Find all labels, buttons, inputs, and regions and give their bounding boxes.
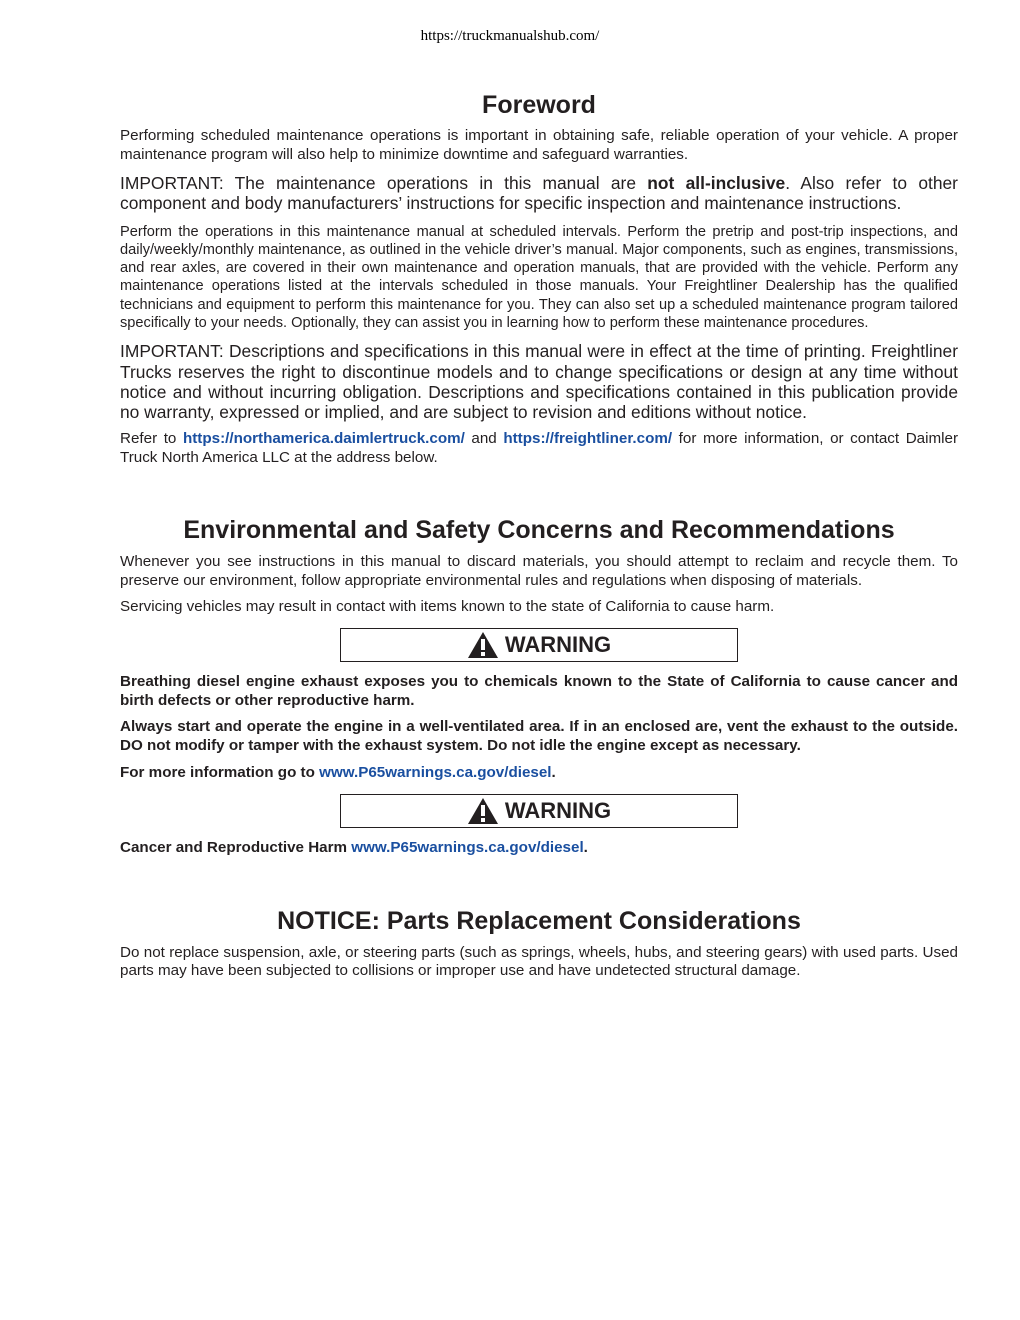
foreword-p5-and: and bbox=[464, 430, 504, 448]
freightliner-link[interactable]: https://freightliner.com/ bbox=[503, 430, 673, 448]
foreword-p2-text-end: . Also refer to other component and body manufacturers’ instructions for specific inspection and maintenance instructions. bbox=[120, 173, 958, 214]
warning-2-p1-end: . bbox=[583, 839, 588, 857]
page-url-header: https://truckmanualshub.com/ bbox=[420, 28, 600, 44]
warning-label-1: WARNING bbox=[504, 632, 612, 658]
foreword-p2-text: IMPORTANT: The maintenance operations in this manual are bbox=[120, 173, 648, 194]
warning-2-paragraph-1 bbox=[120, 839, 958, 858]
warning-2-p1-text: Cancer and Reproductive Harm bbox=[120, 839, 352, 857]
notice-title: NOTICE: Parts Replacement Considerations bbox=[277, 906, 801, 935]
p65-warnings-link-1[interactable]: www.P65warnings.ca.gov/diesel bbox=[319, 763, 552, 781]
foreword-paragraph-4: IMPORTANT: Descriptions and specifications in this manual were in effect at the time of printing. Freightliner Trucks reserves the right to discontinue models and to change specifications or design at any time without notice and without incurring obligation. Descriptions and specifications contained in this publication provide no warranty, expressed or implied, and are subject to revision and editions without notice. bbox=[120, 341, 958, 422]
warning-1-paragraph-2: Always start and operate the engine in a well-ventilated area. If in an enclosed are, vent the exhaust to the outside. DO not modify or tamper with the exhaust system. Do not idle the engine except as necessary. bbox=[120, 718, 958, 754]
foreword-paragraph-2 bbox=[120, 173, 958, 213]
foreword-paragraph-5 bbox=[120, 430, 958, 467]
warning-triangle-icon bbox=[467, 631, 499, 659]
foreword-paragraph-1: Performing scheduled maintenance operations is important in obtaining safe, reliable operation of your vehicle. A proper maintenance program will also help to minimize downtime and safeguard warranties. bbox=[120, 127, 958, 163]
p65-warnings-link-2[interactable]: www.P65warnings.ca.gov/diesel bbox=[351, 839, 584, 857]
environmental-paragraph-2: Servicing vehicles may result in contact with items known to the state of California to cause harm. bbox=[120, 597, 775, 615]
warning-box-2 bbox=[340, 794, 738, 828]
foreword-paragraph-3: Perform the operations in this maintenance manual at scheduled intervals. Perform the pretrip and post-trip inspections, and daily/weekly/monthly maintenance, as outlined in the vehicle driver’s manual. Major components, such as engines, transmissions, and rear axles, are covered in their own maintenance and operation manuals, that are provided with the vehicle. Perform any maintenance operations listed at the intervals scheduled in those manuals. Your Freightliner Dealership has the qualified technicians and equipment to perform this maintenance for you. They can also set up a scheduled maintenance program tailored specifically to your needs. Optionally, they can assist you in learning how to perform these maintenance procedures. bbox=[120, 223, 958, 332]
environmental-paragraph-1: Whenever you see instructions in this manual to discard materials, you should attempt to reclaim and recycle them. To preserve our environment, follow appropriate environmental rules and regulations when disposing of materials. bbox=[120, 553, 958, 589]
notice-paragraph-1: Do not replace suspension, axle, or steering parts (such as springs, wheels, hubs, and steering gears) with used parts. Used parts may have been subjected to collisions or improper use and have undetected structural damage. bbox=[120, 943, 958, 980]
warning-1-paragraph-1: Breathing diesel engine exhaust exposes you to chemicals known to the State of California to cause cancer and birth defects or other reproductive harm. bbox=[120, 673, 958, 709]
warning-1-p3-end: . bbox=[551, 763, 556, 781]
foreword-p5-text: Refer to bbox=[120, 430, 183, 448]
foreword-p5-text-end: for more information, or contact Daimler Truck North America LLC at the address below. bbox=[120, 430, 959, 466]
document-body bbox=[120, 90, 958, 981]
warning-triangle-icon bbox=[467, 797, 499, 825]
warning-label-2: WARNING bbox=[504, 798, 612, 824]
environmental-title: Environmental and Safety Concerns and Recommendations bbox=[183, 516, 895, 545]
foreword-p2-emphasis: not all-inclusive bbox=[647, 173, 786, 194]
warning-1-p3-text: For more information go to bbox=[120, 763, 320, 781]
daimler-truck-link[interactable]: https://northamerica.daimlertruck.com/ bbox=[182, 430, 465, 448]
foreword-title: Foreword bbox=[482, 91, 596, 119]
warning-1-paragraph-3 bbox=[120, 764, 958, 783]
warning-box-1 bbox=[340, 628, 738, 662]
